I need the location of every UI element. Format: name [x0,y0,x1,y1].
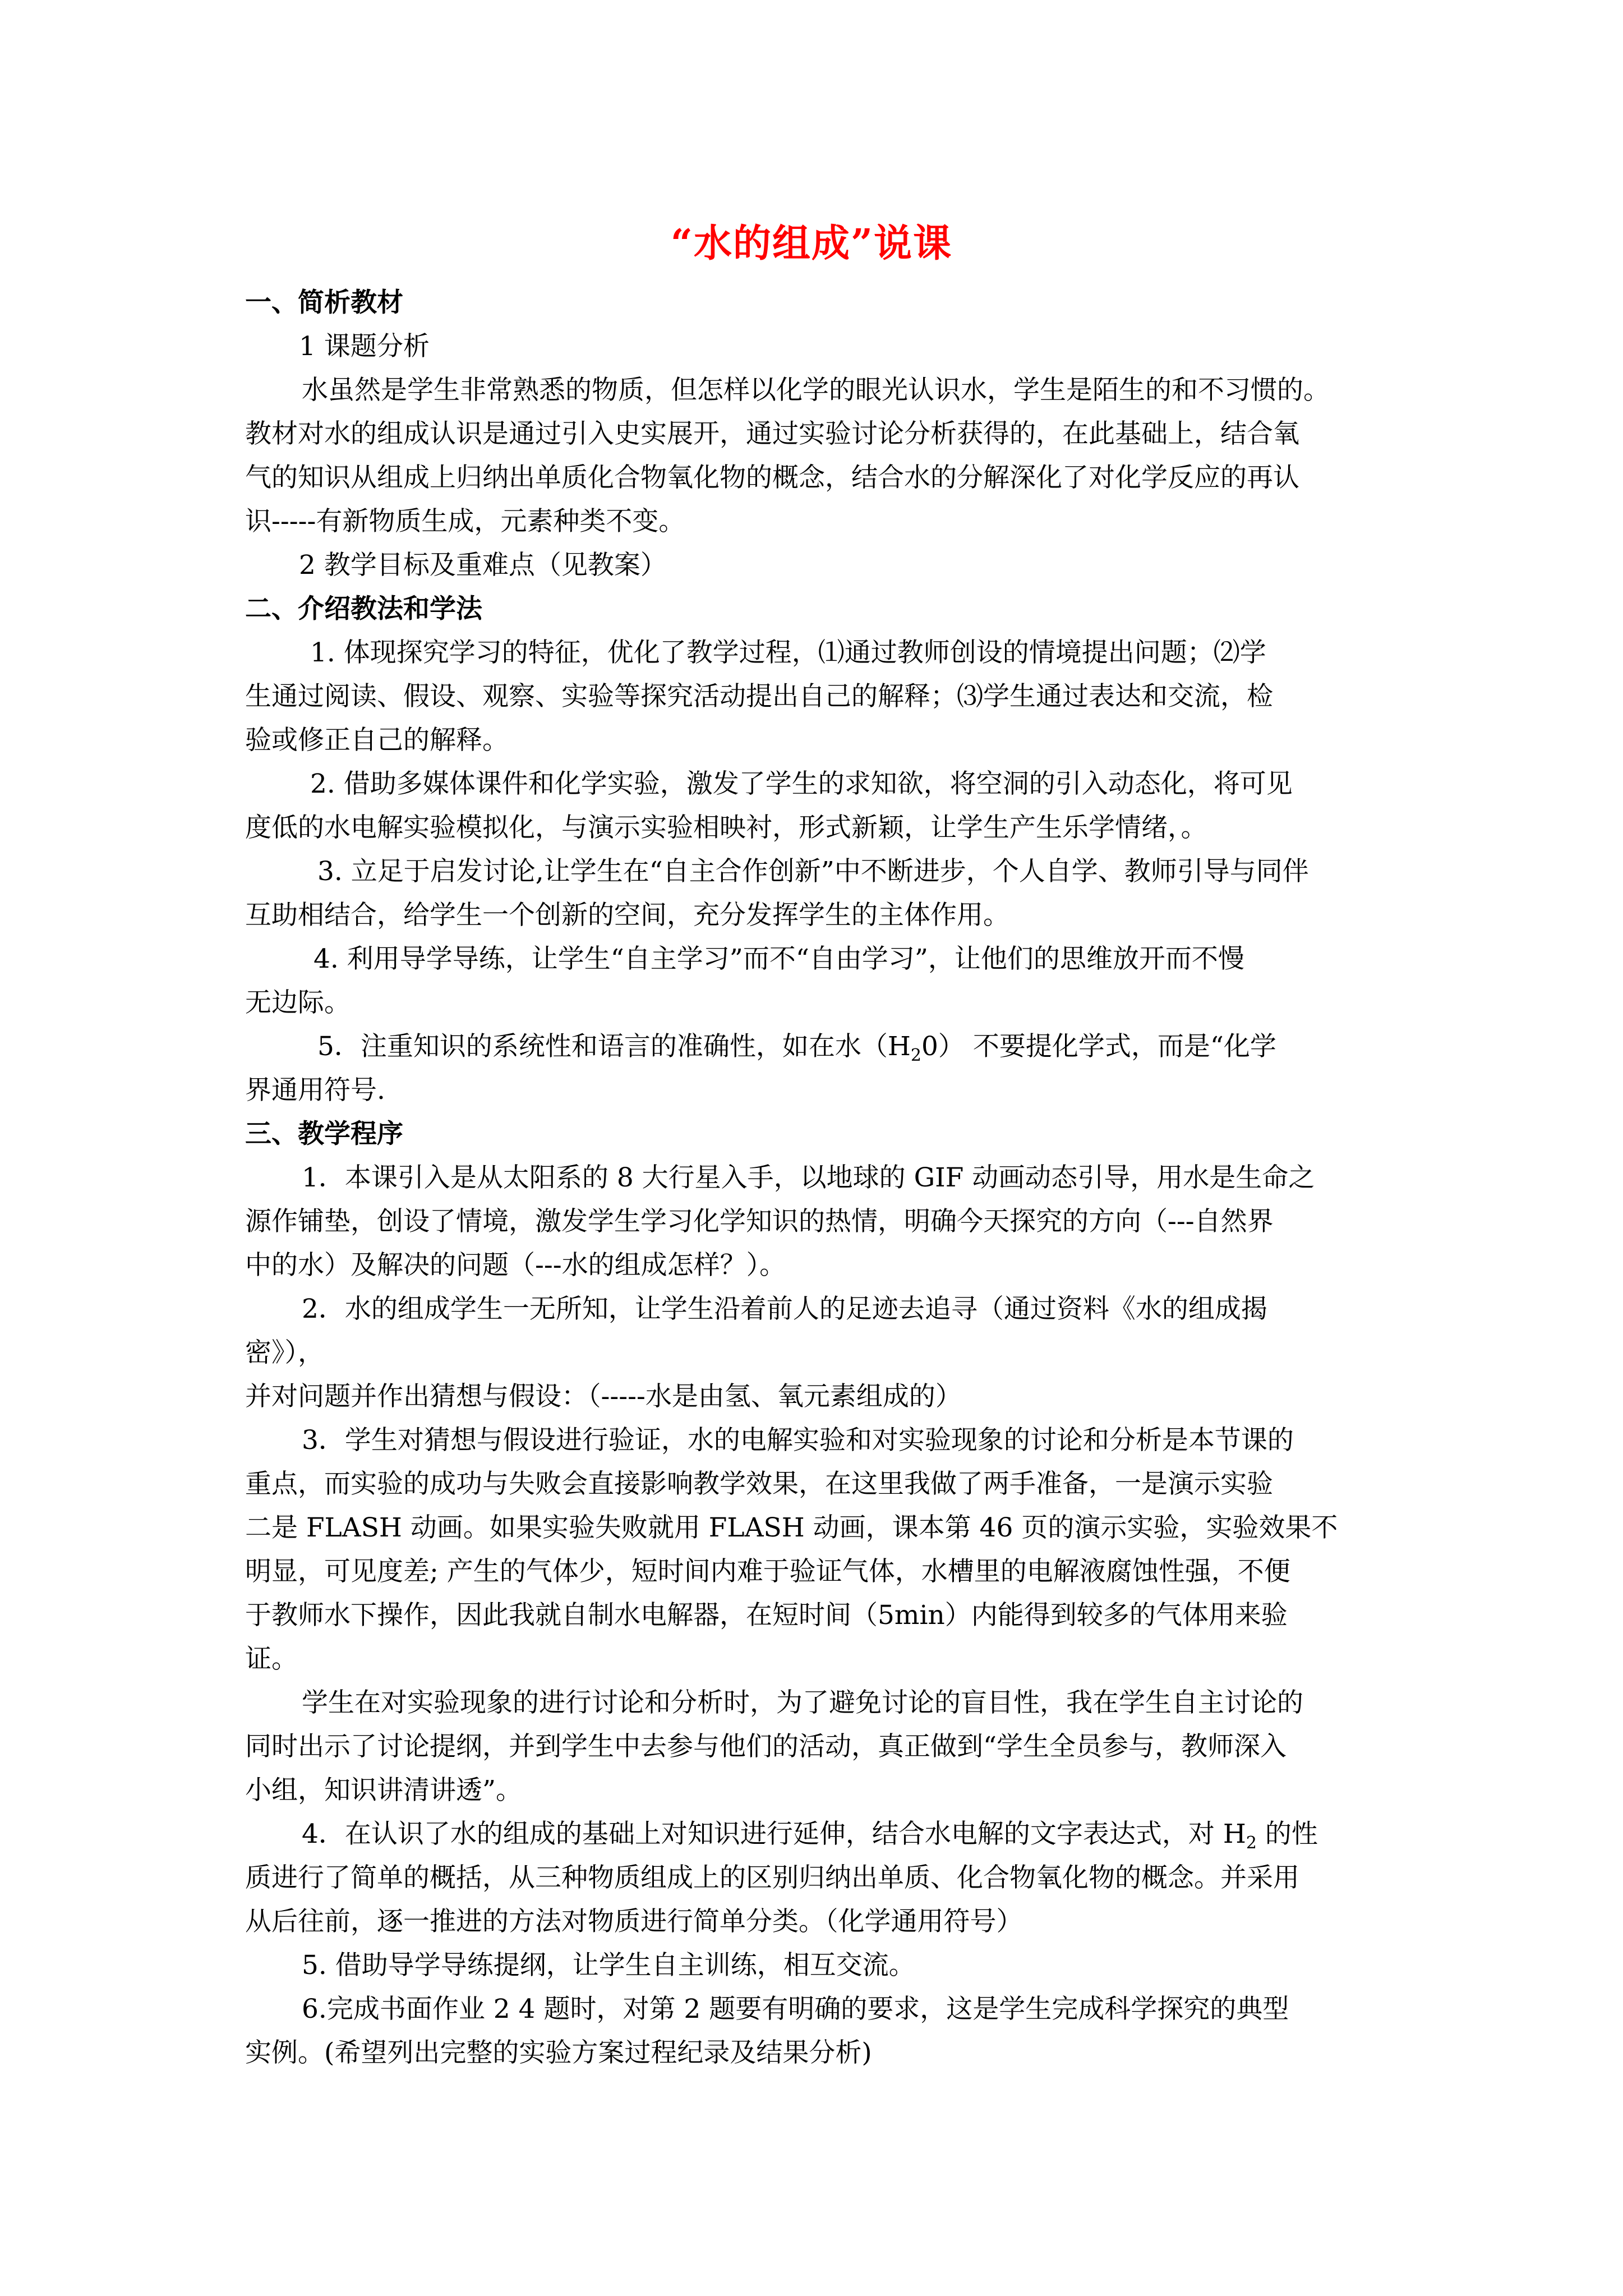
text-run: 的性 [1256,1819,1318,1849]
subscript: 2 [1246,1833,1257,1853]
paragraph-line: 4. 利用导学导练，让学生“自主学习”而不“自由学习”，让他们的思维放开而不慢 [313,944,1244,974]
paragraph-line: 明显，可见度差; 产生的气体少，短时间内难于验证气体，水槽里的电解液腐蚀性强，不便 [245,1556,1290,1587]
paragraph-line: 互助相结合，给学生一个创新的空间，充分发挥学生的主体作用。 [245,900,1009,931]
paragraph-line: 生通过阅读、假设、观察、实验等探究活动提出自己的解释；⑶学生通过表达和交流，检 [245,681,1273,712]
subscript: 2 [910,1046,921,1065]
paragraph-line: 无边际。 [245,987,351,1018]
paragraph-line: 6.完成书面作业 2 4 题时，对第 2 题要有明确的要求，这是学生完成科学探究的典型 [302,1994,1289,2024]
paragraph-line: 1. 体现探究学习的特征，优化了教学过程，⑴通过教师创设的情境提出问题；⑵学 [310,637,1266,668]
document-title: “水的组成”说课 [670,221,953,266]
paragraph-line: 度低的水电解实验模拟化，与演示实验相映衬，形式新颖，让学生产生乐学情绪，。 [245,812,1207,843]
paragraph-line: 1．本课引入是从太阳系的 8 大行星入手，以地球的 GIF 动画动态引导，用水是生命之 [302,1162,1315,1193]
section-heading: 一、简析教材 [245,287,403,318]
paragraph-line: 3. 立足于启发讨论,让学生在“自主合作创新”中不断进步，个人自学、教师引导与同伴 [317,856,1309,887]
section-heading: 三、教学程序 [245,1119,403,1149]
paragraph-line: 于教师水下操作，因此我就自制水电解器，在短时间（5min）内能得到较多的气体用来验 [245,1600,1288,1631]
subsection-heading: 2 教学目标及重难点（见教案） [299,550,667,581]
paragraph-line: 2．水的组成学生一无所知，让学生沿着前人的足迹去追寻（通过资料《水的组成揭 [302,1294,1267,1324]
paragraph-line: 同时出示了讨论提纲，并到学生中去参与他们的活动，真正做到“学生全员参与，教师深入 [245,1731,1287,1762]
paragraph-line: 并对问题并作出猜想与假设：（-----水是由氢、氧元素组成的） [245,1381,962,1412]
paragraph-line: 5. 借助导学导练提纲，让学生自主训练，相互交流。 [302,1950,915,1981]
paragraph-line [317,1030,1276,1064]
paragraph-line: 小组，知识讲清讲透”。 [245,1775,523,1806]
paragraph-line: 质进行了简单的概括，从三种物质组成上的区别归纳出单质、化合物氧化物的概念。并采用 [245,1862,1299,1893]
paragraph-line: 教材对水的组成认识是通过引入史实展开，通过实验讨论分析获得的，在此基础上，结合氧 [245,418,1299,449]
text-run: 5．注重知识的系统性和语言的准确性，如在水（H [317,1031,911,1062]
section-heading: 二、介绍教法和学法 [245,593,482,624]
text-run: 4．在认识了水的组成的基础上对知识进行延伸，结合水电解的文字表达式，对 H [302,1819,1246,1849]
paragraph-line: 源作铺垫，创设了情境，激发学生学习化学知识的热情，明确今天探究的方向（---自然界 [245,1206,1274,1237]
paragraph-line: 中的水）及解决的问题（---水的组成怎样？）。 [245,1250,786,1281]
paragraph-line: 2. 借助多媒体课件和化学实验，激发了学生的求知欲，将空洞的引入动态化，将可见 [310,769,1293,799]
subsection-heading: 1 课题分析 [299,331,430,362]
text-run: 0） 不要提化学式，而是“化学 [921,1031,1276,1062]
paragraph-line: 界通用符号. [245,1075,385,1106]
paragraph-line: 从后往前，逐一推进的方法对物质进行简单分类。（化学通用符号） [245,1906,1023,1937]
paragraph-line: 重点，而实验的成功与失败会直接影响教学效果，在这里我做了两手准备，一是演示实验 [245,1469,1273,1499]
paragraph-line: 水虽然是学生非常熟悉的物质，但怎样以化学的眼光认识水，学生是陌生的和不习惯的。 [302,375,1330,406]
paragraph-line: 密》）， [245,1337,324,1368]
paragraph-line: 气的知识从组成上归纳出单质化合物氧化物的概念，结合水的分解深化了对化学反应的再认 [245,462,1299,493]
paragraph-line: 识-----有新物质生成，元素种类不变。 [245,506,685,537]
paragraph-line: 学生在对实验现象的进行讨论和分析时，为了避免讨论的盲目性，我在学生自主讨论的 [302,1687,1303,1718]
paragraph-line: 3．学生对猜想与假设进行验证，水的电解实验和对实验现象的讨论和分析是本节课的 [302,1425,1294,1456]
paragraph-line [302,1818,1318,1851]
paragraph-line: 实例。(希望列出完整的实验方案过程纪录及结果分析) [245,2037,872,2068]
paragraph-line: 二是 FLASH 动画。如果实验失败就用 FLASH 动画，课本第 46 页的演示实验，实验效果不 [245,1512,1338,1543]
paragraph-line: 验或修正自己的解释。 [245,725,509,756]
paragraph-line: 证。 [245,1644,298,1674]
